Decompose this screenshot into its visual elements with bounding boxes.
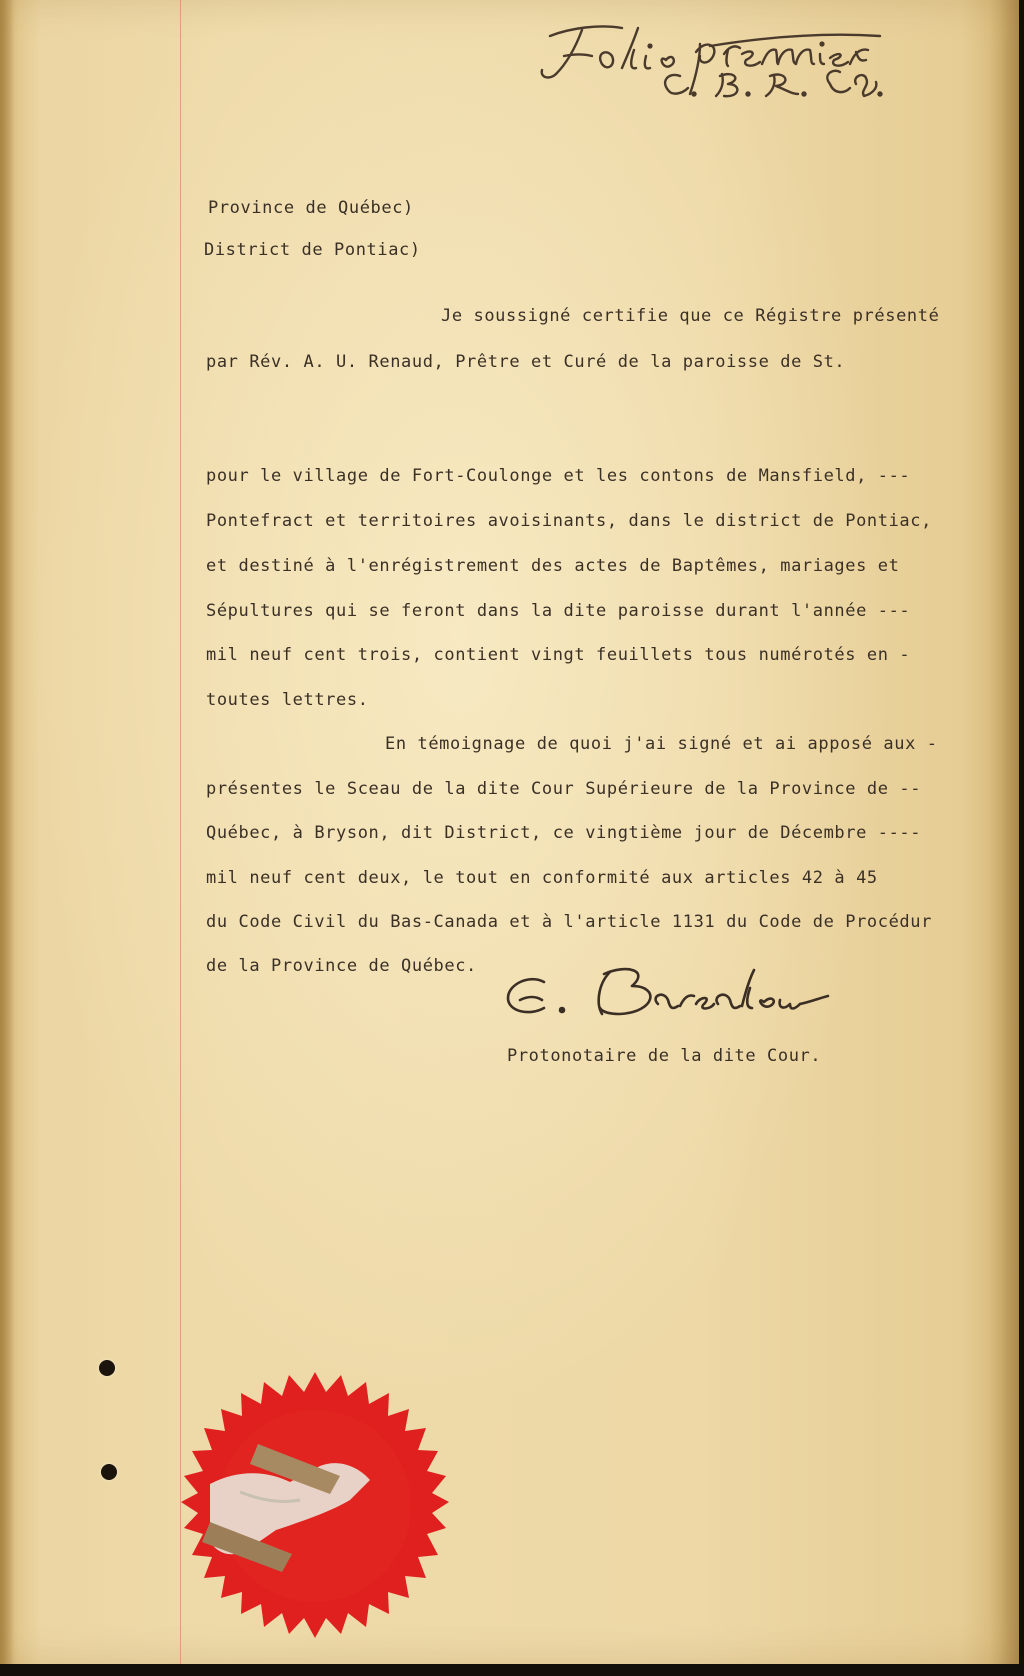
red-seal: [180, 1372, 450, 1642]
body-line: mil neuf cent trois, contient vingt feuillets tous numérotés en -: [206, 645, 911, 665]
seal-icon: [180, 1372, 450, 1642]
body-line: Pontefract et territoires avoisinants, dans le district de Pontiac,: [206, 511, 932, 531]
body-line: mil neuf cent deux, le tout en conformité aux articles 42 à 45: [206, 868, 878, 888]
body-line: de la Province de Québec.: [206, 956, 477, 976]
body-line: et destiné à l'enrégistrement des actes de Baptêmes, mariages et: [206, 556, 900, 576]
binding-edge: [0, 0, 14, 1664]
body-line: pour le village de Fort-Coulonge et les contons de Mansfield, ---: [206, 466, 911, 486]
province-line: Province de Québec): [208, 198, 414, 218]
handwritten-signature: [500, 960, 830, 1022]
body-line: Québec, à Bryson, dit District, ce vingtième jour de Décembre ----: [206, 823, 922, 843]
body-line: présentes le Sceau de la dite Cour Supérieure de la Province de --: [206, 779, 922, 799]
body-line: par Rév. A. U. Renaud, Prêtre et Curé de la paroisse de St.: [206, 352, 846, 372]
folio-annotation: [530, 10, 930, 100]
body-line: du Code Civil du Bas-Canada et à l'article 1131 du Code de Procédur: [206, 912, 932, 932]
signatory-title: Protonotaire de la dite Cour.: [507, 1046, 822, 1066]
district-line: District de Pontiac): [204, 240, 421, 260]
body-line: Je soussigné certifie que ce Régistre présenté: [441, 306, 940, 326]
body-line: toutes lettres.: [206, 690, 369, 710]
signature-icon: [500, 960, 830, 1022]
body-line: En témoignage de quoi j'ai signé et ai apposé aux -: [385, 734, 938, 754]
body-line: Sépultures qui se feront dans la dite paroisse durant l'année ---: [206, 601, 911, 621]
punch-hole: [99, 1360, 115, 1376]
folio-handwriting-icon: [530, 10, 930, 100]
punch-hole: [101, 1464, 117, 1480]
